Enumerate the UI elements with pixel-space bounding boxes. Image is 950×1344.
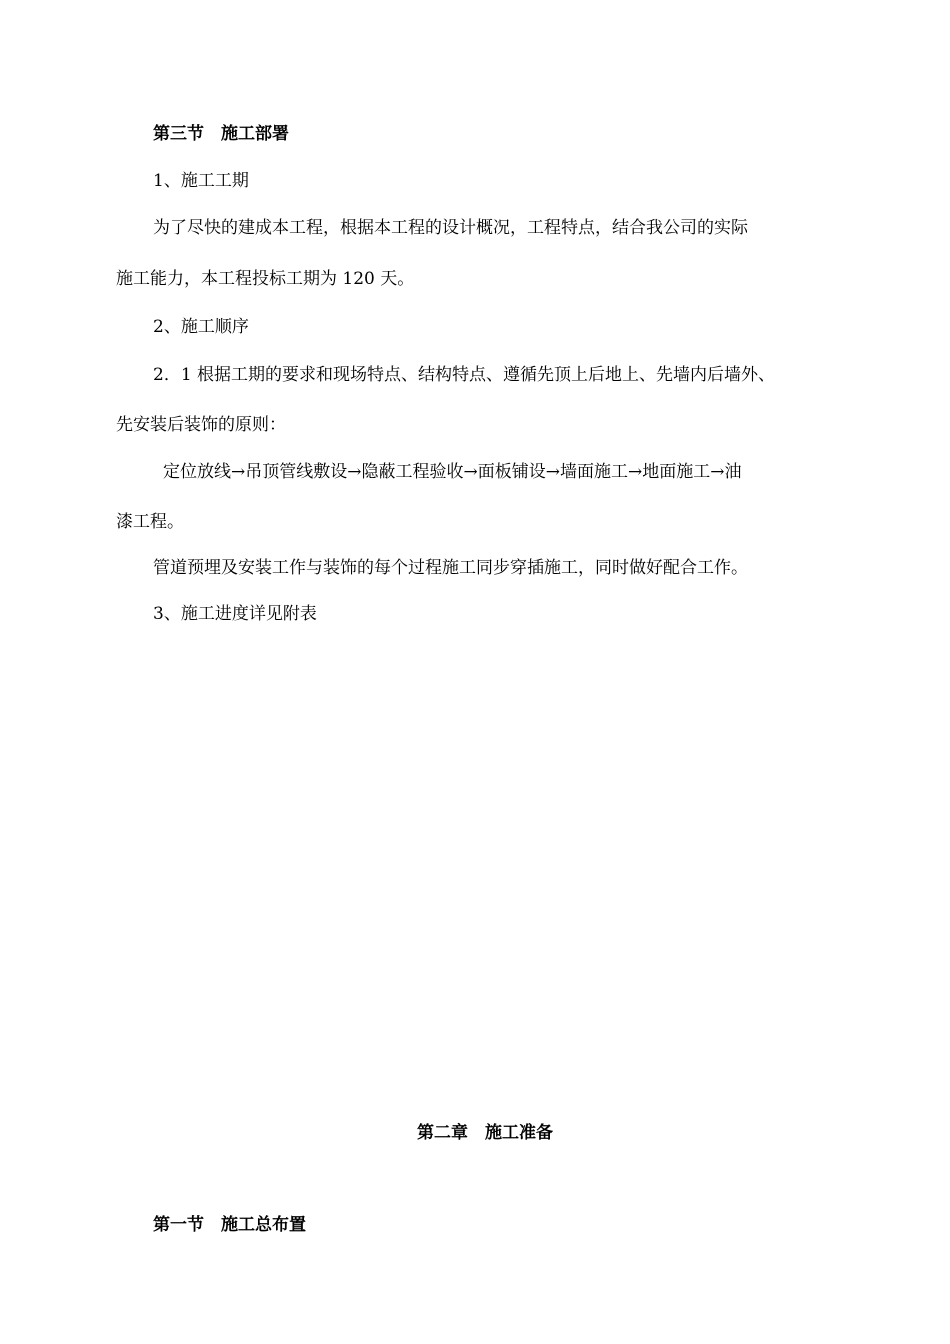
paragraph-line: 施工能力，本工程投标工期为 120 天。	[116, 269, 415, 289]
section-heading: 第三节 施工部署	[153, 124, 289, 144]
item-title: 1、施工工期	[153, 171, 249, 191]
chapter-title: 第二章 施工准备	[417, 1123, 553, 1143]
paragraph-line: 管道预埋及安装工作与装饰的每个过程施工同步穿插施工，同时做好配合工作。	[153, 558, 748, 578]
process-flow-line: 漆工程。	[116, 512, 184, 532]
paragraph-line: 先安装后装饰的原则：	[116, 415, 286, 435]
item-title: 3、施工进度详见附表	[153, 604, 317, 624]
paragraph-line: 2．1 根据工期的要求和现场特点、结构特点、遵循先顶上后地上、先墙内后墙外、	[153, 365, 776, 385]
paragraph-line: 为了尽快的建成本工程，根据本工程的设计概况，工程特点，结合我公司的实际	[153, 218, 748, 238]
process-flow-line: 定位放线→吊顶管线敷设→隐蔽工程验收→面板铺设→墙面施工→地面施工→油	[163, 462, 742, 482]
section-heading: 第一节 施工总布置	[153, 1215, 306, 1235]
item-title: 2、施工顺序	[153, 317, 249, 337]
